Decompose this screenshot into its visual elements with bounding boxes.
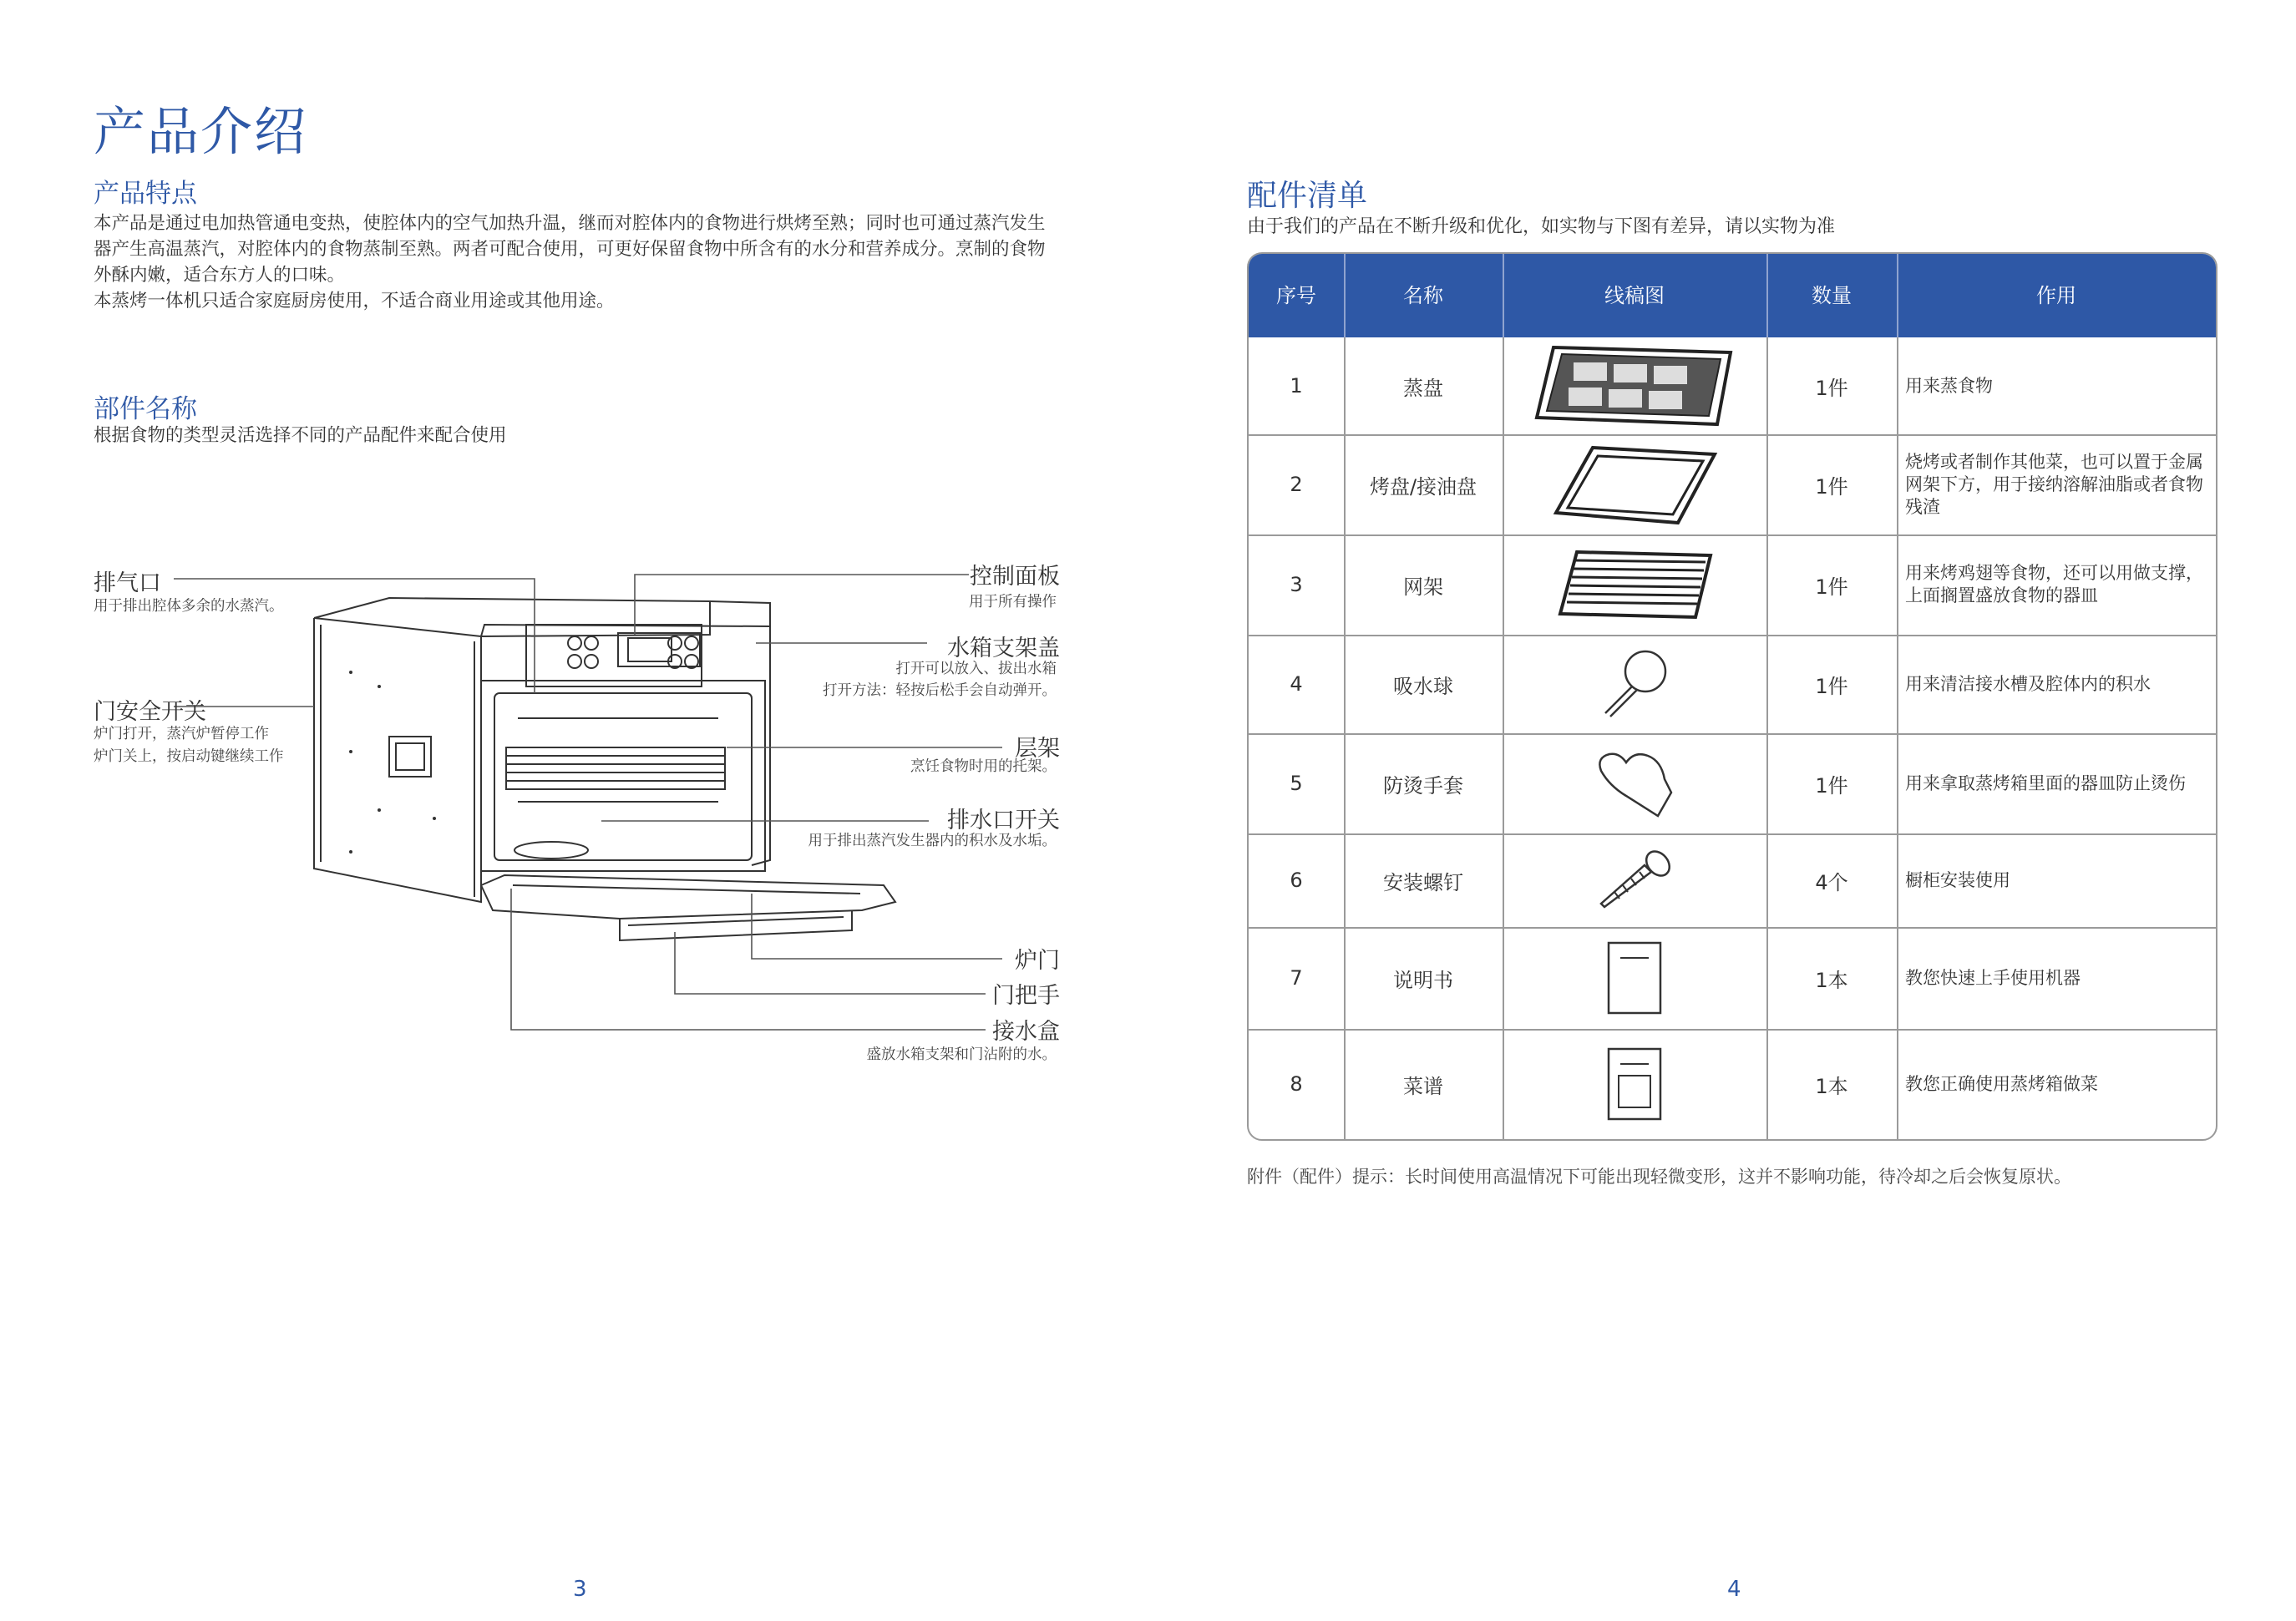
row7-no: 7 — [1290, 966, 1303, 990]
label-shelf: 层架 — [1015, 736, 1060, 762]
row1-use: 用来蒸食物 — [1905, 375, 1993, 396]
header-qty: 数量 — [1812, 284, 1852, 307]
row5-name: 防烫手套 — [1383, 773, 1463, 798]
row4-use: 用来清洁接水槽及腔体内的积水 — [1905, 673, 2151, 694]
row8-no: 8 — [1290, 1072, 1303, 1096]
label-shelf-desc: 烹饪食物时用的托架。 — [910, 758, 1057, 775]
steam-tray-icon — [1503, 337, 1766, 434]
baking-tray-icon — [1503, 434, 1766, 534]
row8-qty: 1本 — [1815, 1074, 1848, 1098]
row1-qty: 1件 — [1815, 376, 1848, 400]
label-door-switch-desc2: 炉门关上，按启动键继续工作 — [94, 748, 284, 765]
suction-ball-icon — [1503, 635, 1766, 733]
oven-diagram — [0, 0, 1153, 1102]
accessories-heading: 配件清单 — [1247, 179, 1368, 213]
features-text-2: 本蒸烤一体机只适合家庭厨房使用，不适合商业用途或其他用途。 — [94, 291, 615, 312]
table-header — [1249, 254, 2216, 337]
label-drip-box: 接水盒 — [992, 1019, 1060, 1045]
row8-name: 菜谱 — [1403, 1074, 1443, 1098]
header-use: 作用 — [2036, 284, 2076, 307]
row7-use: 教您快速上手使用机器 — [1905, 967, 2081, 988]
row7-qty: 1本 — [1815, 968, 1848, 992]
label-control-panel: 控制面板 — [970, 564, 1060, 590]
label-control-panel-desc: 用于所有操作 — [969, 594, 1057, 610]
row1-name: 蒸盘 — [1403, 376, 1443, 400]
row5-qty: 1件 — [1815, 773, 1848, 798]
row3-name: 网架 — [1403, 575, 1443, 599]
row3-use: 用来烤鸡翅等食物，还可以用做支撑，上面搁置盛放食物的器皿 — [1905, 563, 2203, 605]
label-drip-box-desc: 盛放水箱支架和门沾附的水。 — [866, 1046, 1057, 1063]
oven-body-drawing — [314, 598, 895, 940]
screw-icon — [1503, 833, 1766, 927]
features-heading: 产品特点 — [94, 179, 197, 209]
row6-no: 6 — [1290, 869, 1303, 892]
row2-use: 烧烤或者制作其他菜，也可以置于金属网架下方，用于接纳溶解油脂或者食物残渣 — [1905, 451, 2203, 517]
label-tank-cover-desc2: 打开方法：轻按后松手会自动弹开。 — [823, 682, 1057, 699]
label-drain-switch-desc: 用于排出蒸汽发生器内的积水及水垢。 — [808, 833, 1057, 849]
row4-name: 吸水球 — [1393, 674, 1453, 698]
page-number-left: 3 — [573, 1577, 587, 1602]
label-door-switch: 门安全开关 — [94, 699, 206, 725]
row7-name: 说明书 — [1393, 968, 1453, 992]
parts-heading: 部件名称 — [94, 394, 197, 424]
row1-no: 1 — [1290, 374, 1303, 398]
row6-qty: 4个 — [1815, 870, 1848, 894]
label-drain-switch: 排水口开关 — [947, 808, 1060, 833]
row4-qty: 1件 — [1815, 674, 1848, 698]
label-handle: 门把手 — [992, 983, 1060, 1009]
parts-intro: 根据食物的类型灵活选择不同的产品配件来配合使用 — [94, 425, 507, 446]
page-title: 产品介绍 — [94, 101, 308, 162]
features-text-1: 本产品是通过电加热管通电变热，使腔体内的空气加热升温，继而对腔体内的食物进行烘烤至熟；同时也可通过蒸汽发生器产生高温蒸汽，对腔体内的食物蒸制至熟。两者可配合使用，可更好保留食物中所含有的水分和营养成分。烹制的食物外酥内嫩，适合东方人的口味。 — [94, 213, 1046, 286]
label-door: 炉门 — [1015, 948, 1060, 974]
manual-icon — [1503, 927, 1766, 1029]
header-drawing: 线稿图 — [1604, 284, 1665, 307]
row5-no: 5 — [1290, 772, 1303, 795]
row4-no: 4 — [1290, 672, 1303, 696]
row5-use: 用来拿取蒸烤箱里面的器皿防止烫伤 — [1905, 773, 2186, 793]
wire-rack-icon — [1503, 534, 1766, 635]
accessories-table — [1247, 252, 2217, 1141]
label-tank-cover: 水箱支架盖 — [947, 636, 1060, 661]
accessories-note: 附件（配件）提示：长时间使用高温情况下可能出现轻微变形，这并不影响功能，待冷却之后会恢复原状。 — [1247, 1167, 2071, 1187]
accessories-intro: 由于我们的产品在不断升级和优化，如实物与下图有差异，请以实物为准 — [1247, 216, 1836, 237]
row6-name: 安装螺钉 — [1383, 870, 1463, 894]
label-exhaust-desc: 用于排出腔体多余的水蒸汽。 — [94, 598, 284, 615]
row2-no: 2 — [1290, 473, 1303, 496]
label-tank-cover-desc1: 打开可以放入、拔出水箱 — [895, 661, 1057, 677]
recipe-book-icon — [1503, 1029, 1766, 1139]
label-exhaust: 排气口 — [94, 570, 161, 596]
row8-use: 教您正确使用蒸烤箱做菜 — [1905, 1073, 2098, 1094]
row2-qty: 1件 — [1815, 474, 1848, 499]
row2-name: 烤盘/接油盘 — [1369, 474, 1477, 499]
oven-glove-icon — [1503, 733, 1766, 833]
row3-no: 3 — [1290, 573, 1303, 596]
header-no: 序号 — [1276, 284, 1316, 307]
label-door-switch-desc1: 炉门打开，蒸汽炉暂停工作 — [94, 726, 269, 742]
row3-qty: 1件 — [1815, 575, 1848, 599]
page-number-right: 4 — [1727, 1577, 1741, 1602]
header-name: 名称 — [1403, 284, 1443, 307]
row6-use: 橱柜安装使用 — [1905, 869, 2010, 890]
